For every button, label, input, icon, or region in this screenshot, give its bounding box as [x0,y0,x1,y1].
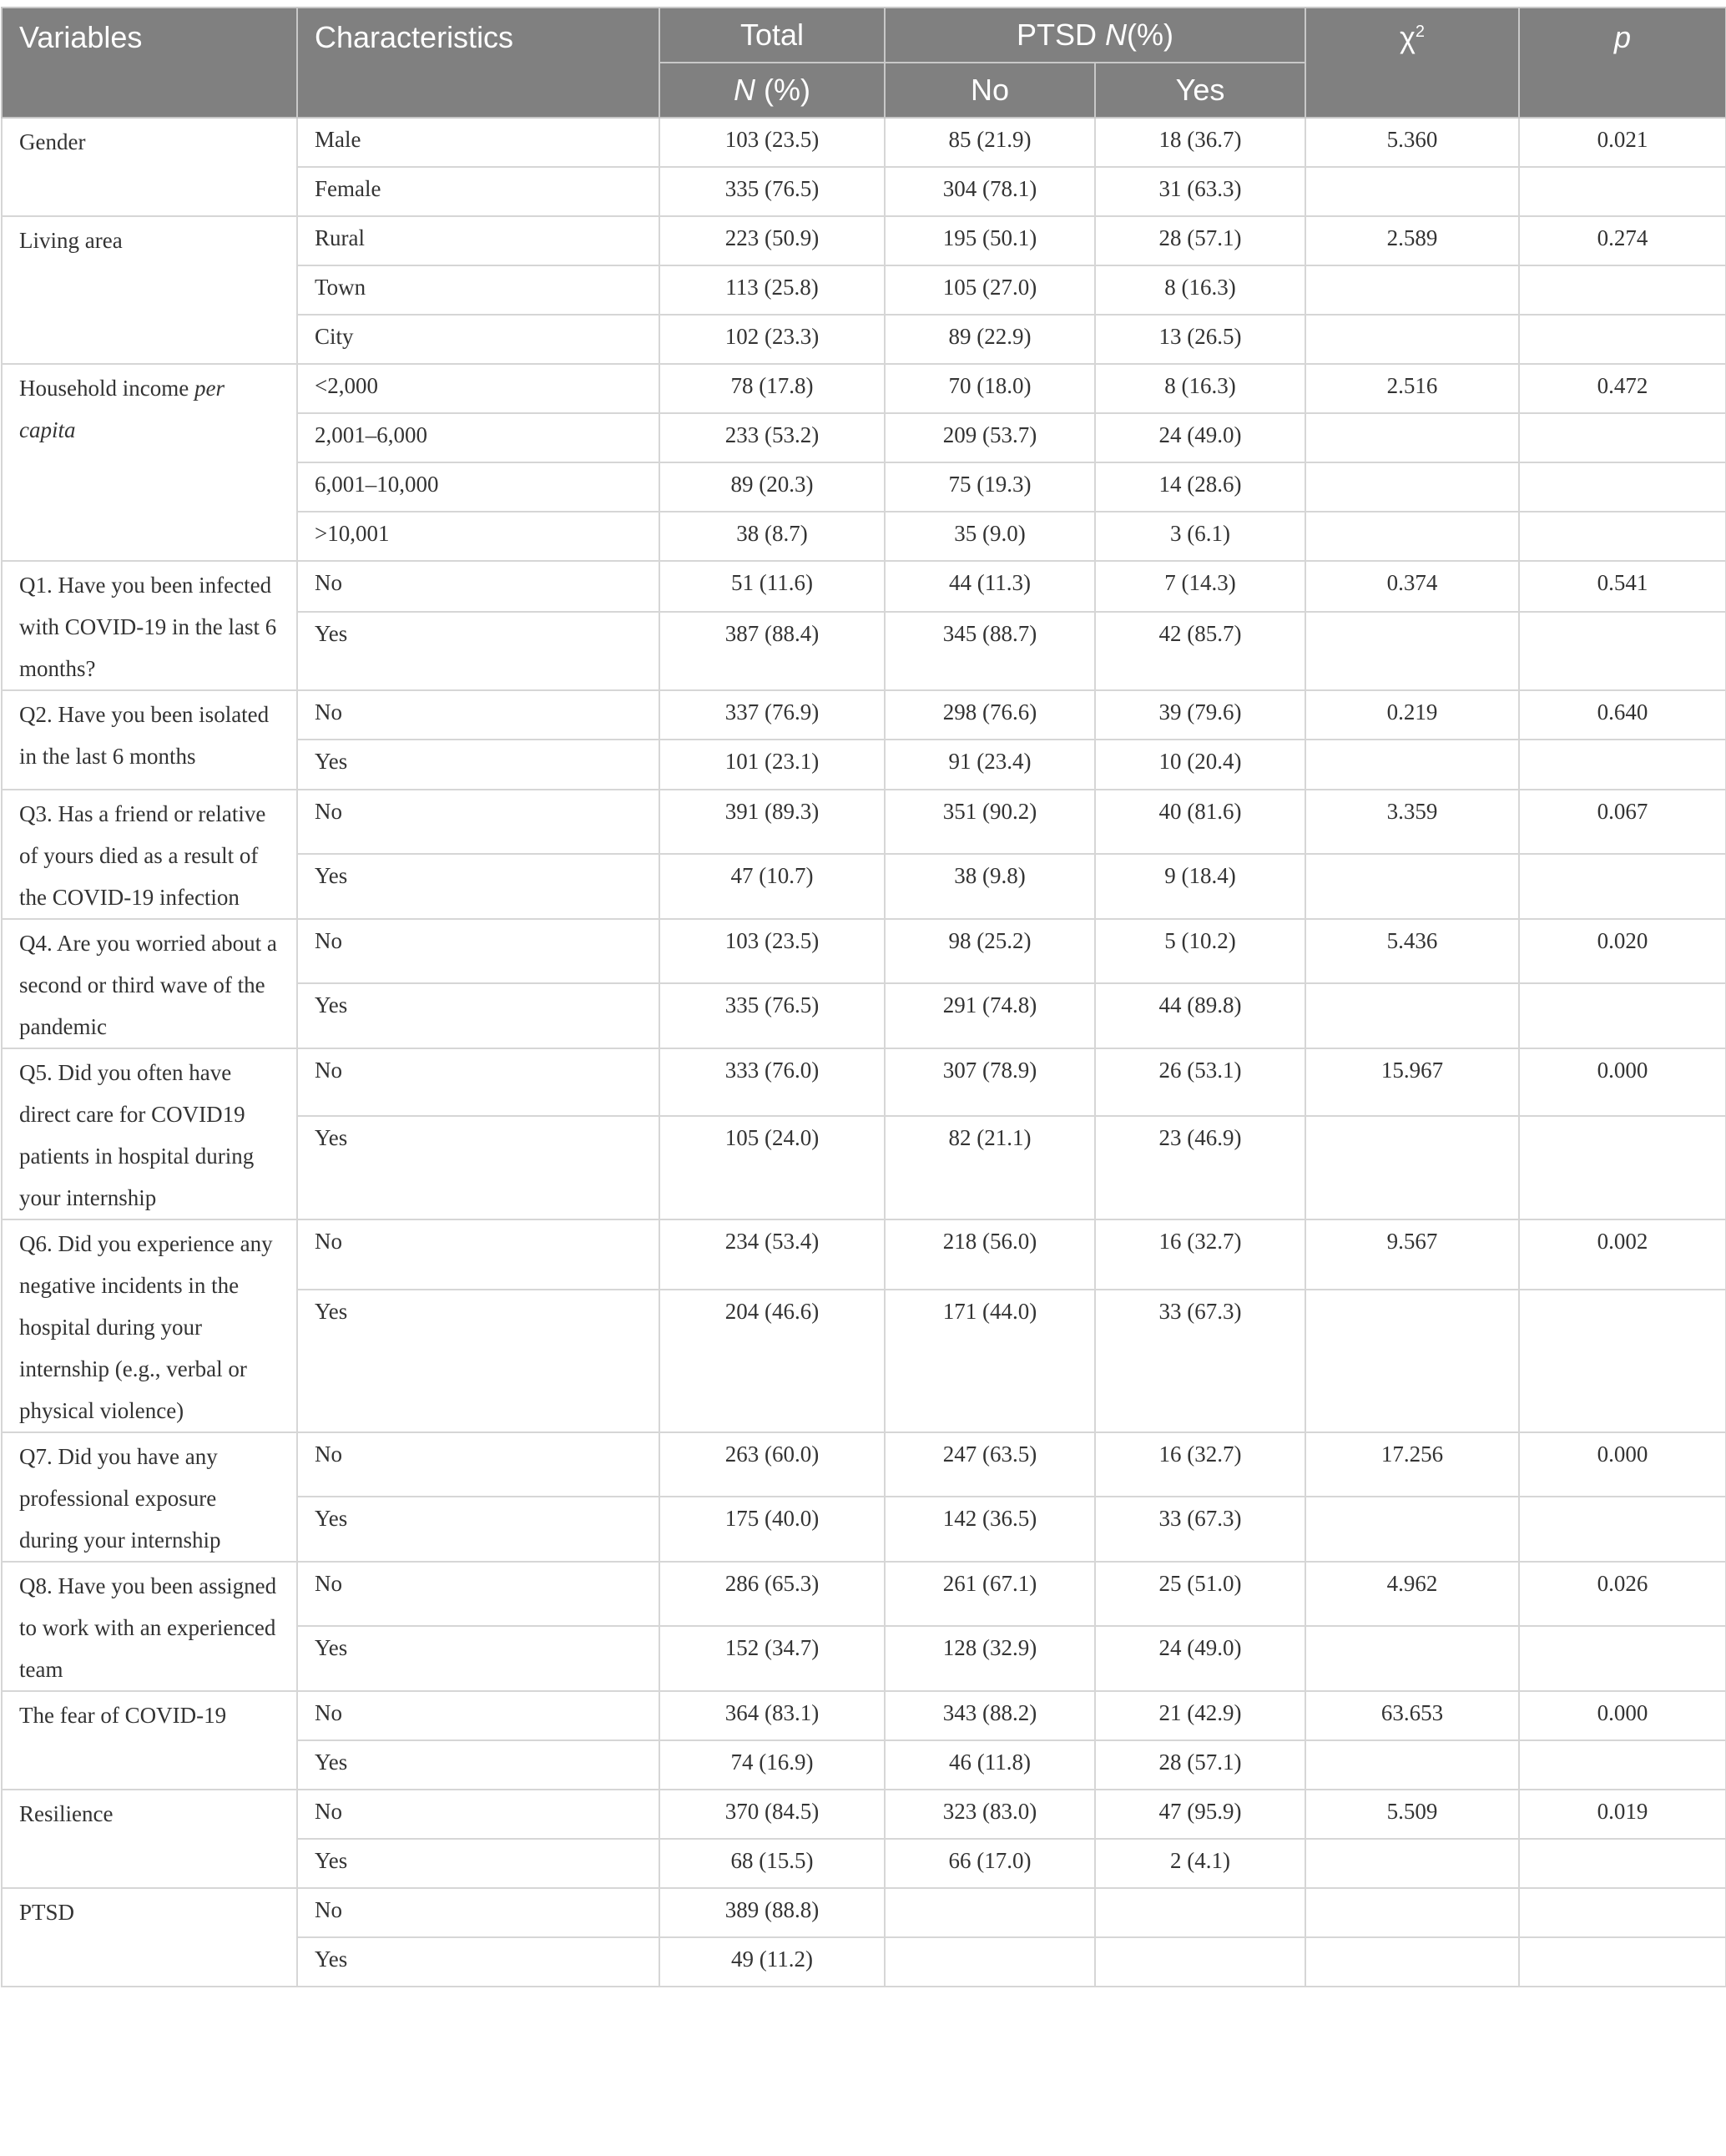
ptsd-no-cell: 218 (56.0) [885,1219,1095,1290]
table-row [2,118,1726,167]
ptsd-no-cell: 85 (21.9) [885,118,1095,167]
total-cell: 204 (46.6) [659,1290,885,1432]
total-cell: 38 (8.7) [659,512,885,561]
chi-square-cell: 0.219 [1305,690,1519,740]
total-cell: 364 (83.1) [659,1691,885,1740]
characteristic-cell: Yes [297,1116,659,1219]
variable-cell: Q1. Have you been infected with COVID-19 in the last 6 months? [2,561,297,690]
ptsd-no-cell: 70 (18.0) [885,364,1095,413]
chi-square-cell: 5.509 [1305,1790,1519,1839]
p-value-cell: 0.000 [1519,1691,1726,1740]
ptsd-yes-cell: 9 (18.4) [1095,854,1305,919]
chi-square-cell [1305,315,1519,364]
ptsd-no-cell: 105 (27.0) [885,265,1095,315]
characteristic-cell: No [297,1048,659,1116]
ptsd-no-cell: 323 (83.0) [885,1790,1095,1839]
ptsd-yes-cell: 8 (16.3) [1095,364,1305,413]
characteristic-cell: 6,001–10,000 [297,462,659,512]
p-value-cell [1519,167,1726,216]
table-row [2,1562,1726,1626]
chi-square-cell: 17.256 [1305,1432,1519,1497]
p-value-cell [1519,612,1726,690]
p-value-cell [1519,740,1726,790]
ptsd-yes-cell: 24 (49.0) [1095,1626,1305,1691]
total-cell: 47 (10.7) [659,854,885,919]
ptsd-yes-cell: 7 (14.3) [1095,561,1305,612]
table-row [2,919,1726,983]
total-cell: 286 (65.3) [659,1562,885,1626]
chi-square-cell [1305,167,1519,216]
total-cell: 387 (88.4) [659,612,885,690]
ptsd-no-cell: 345 (88.7) [885,612,1095,690]
ptsd-no-cell: 75 (19.3) [885,462,1095,512]
chi-square-cell [1305,612,1519,690]
ptsd-yes-cell: 44 (89.8) [1095,983,1305,1048]
ptsd-no-cell [885,1937,1095,1987]
ptsd-yes-cell: 47 (95.9) [1095,1790,1305,1839]
chi-square-cell [1305,854,1519,919]
ptsd-no-cell: 91 (23.4) [885,740,1095,790]
variable-cell: Q5. Did you often have direct care for COVID19 patients in hospital during your internship [2,1048,297,1219]
characteristic-cell: No [297,690,659,740]
total-cell: 391 (89.3) [659,790,885,854]
ptsd-yes-cell: 28 (57.1) [1095,216,1305,265]
ptsd-yes-cell: 24 (49.0) [1095,413,1305,462]
chi-square-cell [1305,740,1519,790]
characteristic-cell: Yes [297,1497,659,1562]
ptsd-no-cell: 304 (78.1) [885,167,1095,216]
ptsd-no-cell: 291 (74.8) [885,983,1095,1048]
variable-cell: PTSD [2,1888,297,1987]
total-cell: 51 (11.6) [659,561,885,612]
table-row [2,561,1726,612]
chi-square-cell [1305,983,1519,1048]
header-p: p [1519,8,1726,118]
variable-cell: Living area [2,216,297,364]
header-variables: Variables [2,8,297,118]
p-value-cell [1519,983,1726,1048]
characteristic-cell: Yes [297,983,659,1048]
table-row [2,1888,1726,1937]
table-row [2,1432,1726,1497]
total-cell: 68 (15.5) [659,1839,885,1888]
p-value-cell: 0.067 [1519,790,1726,854]
total-cell: 263 (60.0) [659,1432,885,1497]
p-value-cell: 0.000 [1519,1048,1726,1116]
variable-cell: Q3. Has a friend or relative of yours died as a result of the COVID-19 infection [2,790,297,919]
table-row [2,1219,1726,1290]
ptsd-yes-cell [1095,1937,1305,1987]
total-cell: 335 (76.5) [659,983,885,1048]
ptsd-no-cell: 307 (78.9) [885,1048,1095,1116]
total-cell: 49 (11.2) [659,1937,885,1987]
characteristic-cell: No [297,1691,659,1740]
ptsd-yes-cell: 2 (4.1) [1095,1839,1305,1888]
chi-square-cell: 9.567 [1305,1219,1519,1290]
p-value-cell [1519,315,1726,364]
p-value-cell [1519,1839,1726,1888]
chi-square-cell: 2.589 [1305,216,1519,265]
ptsd-no-cell: 38 (9.8) [885,854,1095,919]
ptsd-no-cell: 171 (44.0) [885,1290,1095,1432]
chi-square-cell [1305,462,1519,512]
ptsd-no-cell: 128 (32.9) [885,1626,1095,1691]
ptsd-no-cell: 195 (50.1) [885,216,1095,265]
ptsd-no-cell: 209 (53.7) [885,413,1095,462]
total-cell: 102 (23.3) [659,315,885,364]
header-ptsd-yes: Yes [1095,63,1305,118]
table-row [2,790,1726,854]
total-cell: 101 (23.1) [659,740,885,790]
chi-square-cell [1305,1626,1519,1691]
chi-square-cell: 63.653 [1305,1691,1519,1740]
variable-cell: Q8. Have you been assigned to work with an experienced team [2,1562,297,1691]
ptsd-yes-cell: 23 (46.9) [1095,1116,1305,1219]
ptsd-yes-cell: 25 (51.0) [1095,1562,1305,1626]
ptsd-yes-cell: 8 (16.3) [1095,265,1305,315]
table-row [2,1691,1726,1740]
total-cell: 233 (53.2) [659,413,885,462]
variable-cell: The fear of COVID-19 [2,1691,297,1790]
chi-square-cell: 5.360 [1305,118,1519,167]
characteristic-cell: 2,001–6,000 [297,413,659,462]
p-value-cell [1519,1626,1726,1691]
total-cell: 78 (17.8) [659,364,885,413]
characteristic-cell: >10,001 [297,512,659,561]
ptsd-yes-cell: 14 (28.6) [1095,462,1305,512]
characteristic-cell: No [297,919,659,983]
total-cell: 105 (24.0) [659,1116,885,1219]
ptsd-yes-cell: 39 (79.6) [1095,690,1305,740]
characteristic-cell: Yes [297,854,659,919]
table-row [2,364,1726,413]
ptsd-no-cell: 66 (17.0) [885,1839,1095,1888]
characteristic-cell: Yes [297,612,659,690]
ptsd-yes-cell: 18 (36.7) [1095,118,1305,167]
chi-square-cell: 3.359 [1305,790,1519,854]
chi-square-cell [1305,512,1519,561]
ptsd-yes-cell: 16 (32.7) [1095,1219,1305,1290]
total-cell: 74 (16.9) [659,1740,885,1790]
total-cell: 223 (50.9) [659,216,885,265]
ptsd-characteristics-table [1,7,1726,1987]
p-value-cell [1519,512,1726,561]
ptsd-yes-cell: 3 (6.1) [1095,512,1305,561]
variable-cell: Q4. Are you worried about a second or third wave of the pandemic [2,919,297,1048]
table-body [2,118,1726,1987]
table-header [2,8,1726,118]
ptsd-yes-cell: 21 (42.9) [1095,1691,1305,1740]
total-cell: 175 (40.0) [659,1497,885,1562]
characteristic-cell: Yes [297,740,659,790]
p-value-cell [1519,1497,1726,1562]
p-value-cell [1519,1937,1726,1987]
p-value-cell: 0.020 [1519,919,1726,983]
ptsd-no-cell: 261 (67.1) [885,1562,1095,1626]
characteristic-cell: Town [297,265,659,315]
variable-cell: Q2. Have you been isolated in the last 6 months [2,690,297,790]
chi-square-cell [1305,1888,1519,1937]
characteristic-cell: Yes [297,1740,659,1790]
p-value-cell: 0.000 [1519,1432,1726,1497]
ptsd-yes-cell: 28 (57.1) [1095,1740,1305,1790]
p-value-cell: 0.472 [1519,364,1726,413]
variable-cell: Household income per capita [2,364,297,561]
characteristic-cell: City [297,315,659,364]
header-ptsd: PTSD N(%) [885,8,1305,63]
ptsd-no-cell: 89 (22.9) [885,315,1095,364]
ptsd-no-cell: 82 (21.1) [885,1116,1095,1219]
variable-cell: Q6. Did you experience any negative incidents in the hospital during your internship (e.g., verbal or physical violence) [2,1219,297,1432]
ptsd-yes-cell: 13 (26.5) [1095,315,1305,364]
p-value-cell [1519,1116,1726,1219]
p-value-cell: 0.541 [1519,561,1726,612]
total-cell: 333 (76.0) [659,1048,885,1116]
characteristic-cell: No [297,1219,659,1290]
p-value-cell: 0.002 [1519,1219,1726,1290]
table-row [2,690,1726,740]
total-cell: 103 (23.5) [659,919,885,983]
chi-square-cell: 15.967 [1305,1048,1519,1116]
ptsd-yes-cell: 40 (81.6) [1095,790,1305,854]
variable-cell: Gender [2,118,297,216]
chi-square-cell: 4.962 [1305,1562,1519,1626]
chi-square-cell [1305,1839,1519,1888]
chi-square-cell [1305,413,1519,462]
chi-square-cell [1305,1290,1519,1432]
p-value-cell [1519,1740,1726,1790]
p-value-cell: 0.640 [1519,690,1726,740]
ptsd-no-cell: 44 (11.3) [885,561,1095,612]
chi-square-cell [1305,1740,1519,1790]
p-value-cell [1519,1290,1726,1432]
characteristic-cell: Female [297,167,659,216]
ptsd-no-cell: 247 (63.5) [885,1432,1095,1497]
chi-square-cell [1305,1497,1519,1562]
ptsd-no-cell [885,1888,1095,1937]
ptsd-no-cell: 142 (36.5) [885,1497,1095,1562]
variable-cell: Resilience [2,1790,297,1888]
ptsd-no-cell: 46 (11.8) [885,1740,1095,1790]
table-row [2,1790,1726,1839]
p-value-cell [1519,413,1726,462]
chi-square-cell [1305,1116,1519,1219]
characteristic-cell: No [297,1432,659,1497]
characteristic-cell: No [297,790,659,854]
table-row [2,216,1726,265]
p-value-cell [1519,854,1726,919]
ptsd-no-cell: 351 (90.2) [885,790,1095,854]
chi-square-cell [1305,1937,1519,1987]
chi-square-cell [1305,265,1519,315]
ptsd-yes-cell: 5 (10.2) [1095,919,1305,983]
characteristic-cell: <2,000 [297,364,659,413]
ptsd-no-cell: 343 (88.2) [885,1691,1095,1740]
total-cell: 103 (23.5) [659,118,885,167]
p-value-cell [1519,265,1726,315]
ptsd-no-cell: 298 (76.6) [885,690,1095,740]
characteristic-cell: No [297,1888,659,1937]
header-chi-square: $\chi^2$ [1305,8,1519,118]
characteristic-cell: Yes [297,1839,659,1888]
ptsd-yes-cell [1095,1888,1305,1937]
total-cell: 113 (25.8) [659,265,885,315]
chi-square-cell: 2.516 [1305,364,1519,413]
total-cell: 370 (84.5) [659,1790,885,1839]
ptsd-yes-cell: 33 (67.3) [1095,1497,1305,1562]
characteristic-cell: No [297,1790,659,1839]
p-value-cell [1519,1888,1726,1937]
p-value-cell: 0.026 [1519,1562,1726,1626]
characteristic-cell: Rural [297,216,659,265]
ptsd-no-cell: 98 (25.2) [885,919,1095,983]
header-ptsd-no: No [885,63,1095,118]
p-value-cell: 0.274 [1519,216,1726,265]
characteristic-cell: No [297,1562,659,1626]
chi-square-cell: 5.436 [1305,919,1519,983]
characteristic-cell: No [297,561,659,612]
chi-square-cell: 0.374 [1305,561,1519,612]
ptsd-no-cell: 35 (9.0) [885,512,1095,561]
ptsd-yes-cell: 10 (20.4) [1095,740,1305,790]
ptsd-yes-cell: 42 (85.7) [1095,612,1305,690]
total-cell: 234 (53.4) [659,1219,885,1290]
characteristic-cell: Yes [297,1937,659,1987]
header-characteristics: Characteristics [297,8,659,118]
total-cell: 389 (88.8) [659,1888,885,1937]
ptsd-yes-cell: 16 (32.7) [1095,1432,1305,1497]
header-total-n-pct: N (%) [659,63,885,118]
total-cell: 337 (76.9) [659,690,885,740]
ptsd-yes-cell: 31 (63.3) [1095,167,1305,216]
header-total: Total [659,8,885,63]
characteristic-cell: Male [297,118,659,167]
ptsd-yes-cell: 26 (53.1) [1095,1048,1305,1116]
ptsd-yes-cell: 33 (67.3) [1095,1290,1305,1432]
p-value-cell: 0.019 [1519,1790,1726,1839]
table-row [2,1048,1726,1116]
p-value-cell: 0.021 [1519,118,1726,167]
characteristic-cell: Yes [297,1290,659,1432]
variable-cell: Q7. Did you have any professional exposure during your internship [2,1432,297,1562]
total-cell: 152 (34.7) [659,1626,885,1691]
total-cell: 89 (20.3) [659,462,885,512]
total-cell: 335 (76.5) [659,167,885,216]
p-value-cell [1519,462,1726,512]
characteristic-cell: Yes [297,1626,659,1691]
